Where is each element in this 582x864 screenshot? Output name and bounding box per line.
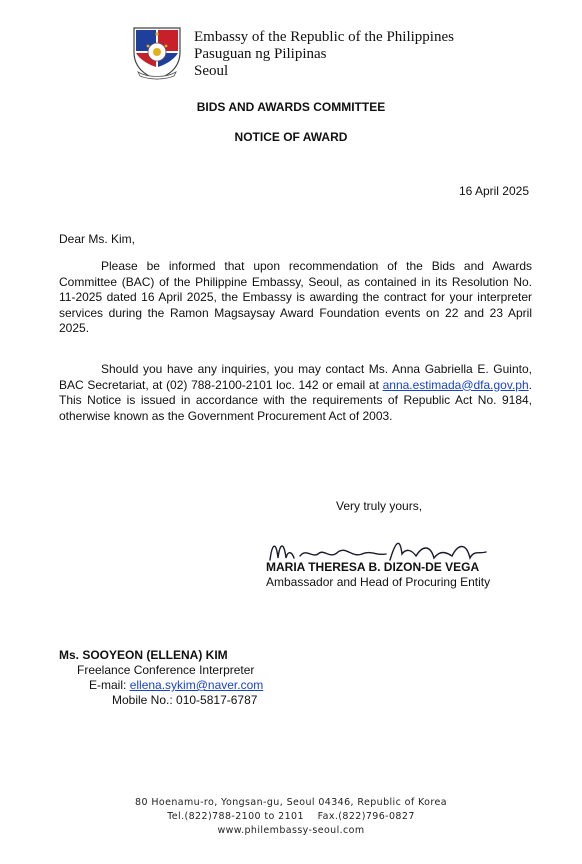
signatory-title: Ambassador and Head of Procuring Entity — [266, 575, 491, 589]
notice-title: NOTICE OF AWARD — [234, 130, 348, 144]
salutation: Dear Ms. Kim, — [59, 232, 136, 246]
paragraph-inquiries — [59, 362, 532, 424]
inquiries-text: Should you have any inquiries, you may contact Ms. Anna Gabriella E. Guinto, BAC Secretariat, at (02) 788-2100-2101 loc. 142 or email at — [59, 362, 532, 392]
recipient-email-link[interactable]: ellena.sykim@naver.com — [129, 678, 264, 692]
paragraph-award: Please be informed that upon recommendation of the Bids and Awards Committee (BAC) of the Philippine Embassy, Seoul, as contained in its Resolution No. 11-2025 dated 16 April 2025, the Embassy is awarding the contract for your interpreter services during the Ramon Magsaysay Award Foundation events on 22 and 23 April 2025. — [59, 259, 532, 335]
bac-email-link[interactable]: anna.estimada@dfa.gov.ph — [382, 377, 529, 392]
signatory-name: MARIA THERESA B. DIZON-DE VEGA — [266, 560, 480, 574]
recipient-role: Freelance Conference Interpreter — [77, 663, 255, 677]
recipient-name: Ms. SOOYEON (ELLENA) KIM — [59, 648, 228, 662]
letterhead-filipino-name: Pasuguan ng Pilipinas — [194, 46, 327, 62]
footer-website[interactable]: www.philembassy-seoul.com — [217, 825, 365, 836]
footer-phone: Tel.(822)788-2100 to 2101 Fax.(822)796-0827 — [167, 811, 415, 822]
committee-heading: BIDS AND AWARDS COMMITTEE — [196, 100, 386, 114]
footer-address: 80 Hoenamu-ro, Yongsan-gu, Seoul 04346, Republic of Korea — [135, 797, 447, 808]
letterhead-city: Seoul — [194, 63, 229, 79]
closing: Very truly yours, — [336, 499, 423, 513]
email-label: E-mail: — [89, 678, 127, 692]
recipient-email-line — [89, 678, 263, 694]
embassy-seal-logo — [128, 22, 186, 80]
compliance-text: . This Notice is issued in accordance with the requirements of Republic Act No. 9184, otherwise known as the Government Procurement Act of 2003. — [59, 377, 532, 423]
recipient-mobile: Mobile No.: 010-5817-6787 — [112, 693, 258, 707]
letter-date: 16 April 2025 — [458, 184, 529, 198]
letterhead-embassy-name: Embassy of the Republic of the Philippines — [194, 29, 454, 45]
